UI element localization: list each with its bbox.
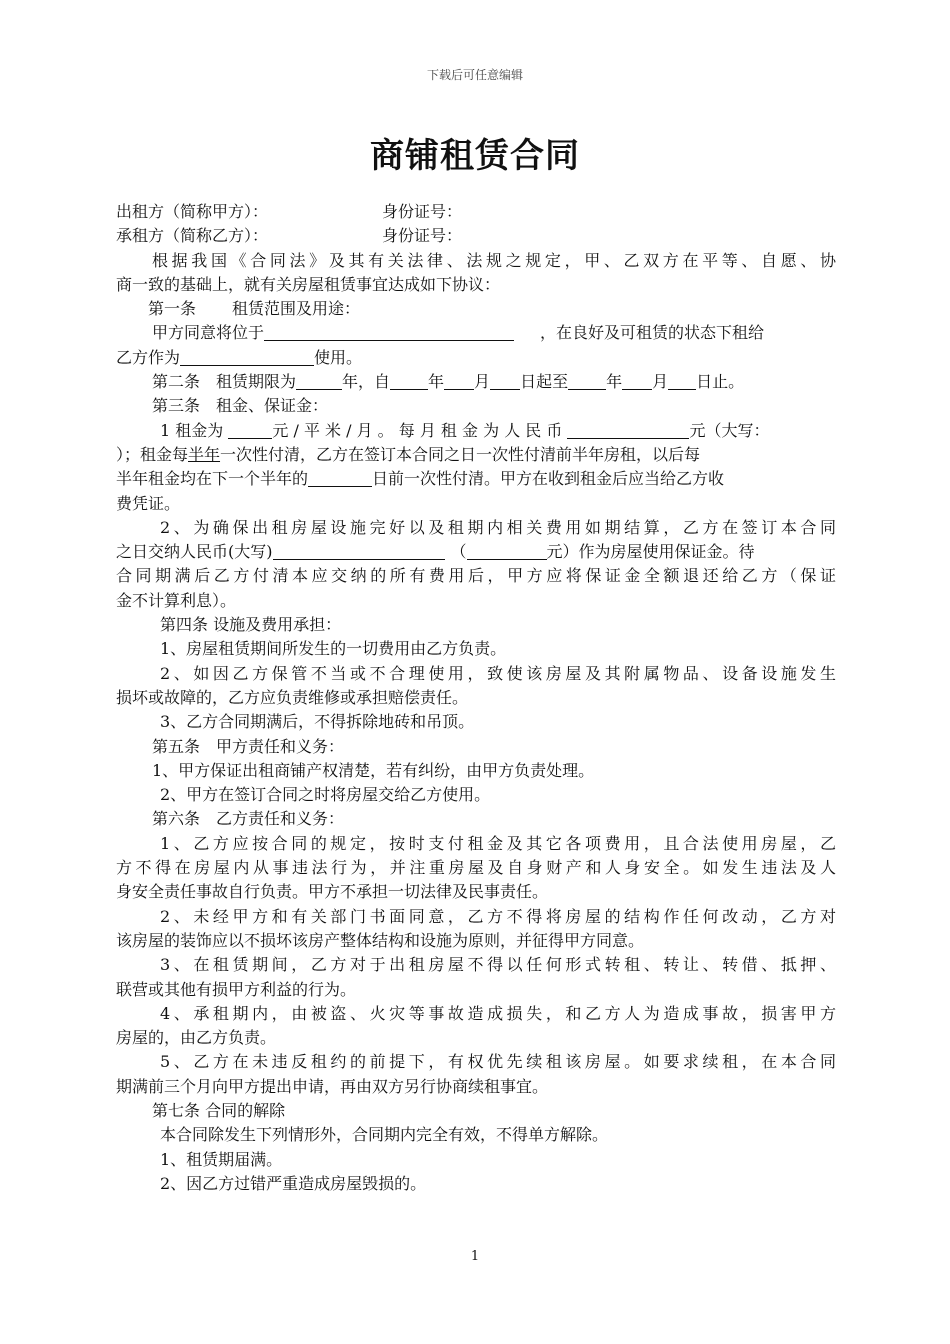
article-6-line: 身安全责任事故自行负责。甲方不承担一切法律及民事责任。 [116, 882, 549, 902]
lessor-line [116, 200, 836, 224]
article-6-line: 2、未经甲方和有关部门书面同意，乙方不得将房屋的结构作任何改动，乙方对 [160, 906, 836, 926]
article-1-heading: 第一条 租赁范围及用途： [148, 299, 361, 319]
page-number: 1 [470, 1249, 480, 1264]
article-4-line: 3、乙方合同期满后，不得拆除地砖和吊顶。 [160, 712, 475, 732]
article-3-line: 合同期满后乙方付清本应交纳的所有费用后，甲方应将保证金全额退还给乙方（保证 [116, 566, 836, 586]
article-4-line: 1、房屋租赁期间所发生的一切费用由乙方负责。 [160, 639, 507, 659]
lessee-label: 承租方（简称乙方）： [116, 226, 269, 246]
article-6-line: 5、乙方在未违反租约的前提下，有权优先续租该房屋。如要求续租，在本合同 [160, 1052, 836, 1072]
article-3-line: 费凭证。 [116, 493, 181, 513]
usage-blank [180, 348, 314, 366]
article-6-line: 该房屋的装饰应以不损坏该房产整体结构和设施为原则，并征得甲方同意。 [116, 930, 645, 950]
article-3-line: 2、为确保出租房屋设施完好以及租期内相关费用如期结算，乙方在签订本合同 [160, 517, 836, 537]
article-3-line: 半年租金均在下一个半年的 日前一次性付清。甲方在收到租金后应当给乙方收 [116, 469, 725, 489]
article-4-line: 2、如因乙方保管不当或不合理使用，致使该房屋及其附属物品、设备设施发生 [160, 663, 836, 683]
header-note: 下载后可任意编辑 [426, 68, 523, 82]
lessor-label: 出租方（简称甲方）： [116, 202, 269, 221]
article-1-line: 甲方同意将位于 ，在良好及可租赁的状态下租给 [152, 323, 765, 343]
article-7-heading: 第七条 合同的解除 [152, 1100, 286, 1120]
article-6-line: 1、乙方应按合同的规定，按时支付租金及其它各项费用，且合法使用房屋，乙 [160, 833, 836, 853]
article-5-line: 2、甲方在签订合同之时将房屋交给乙方使用。 [160, 785, 491, 805]
lessee-line [116, 224, 836, 248]
article-5-line: 1、甲方保证出租商铺产权清楚，若有纠纷，由甲方负责处理。 [152, 760, 595, 780]
article-4-line: 损坏或故障的，乙方应负责维修或承担赔偿责任。 [116, 687, 469, 707]
lessee-id-label: 身份证号： [382, 226, 463, 246]
lessor-id-label: 身份证号： [382, 202, 463, 221]
article-3-heading: 第三条 租金、保证金： [152, 396, 329, 416]
article-3-line: 1 租金为 元 / 平 米 / 月 。 每 月 租 金 为 人 民 币 元（大写： [160, 420, 770, 440]
article-3-line: ）；租金每半年一次性付清，乙方在签订本合同之日一次性付清前半年房租，以后每 [116, 444, 701, 464]
intro-line: 商一致的基础上，就有关房屋租赁事宜达成如下协议： [116, 274, 501, 294]
article-1-line: 乙方作为 使用。 [116, 347, 363, 367]
article-2-line: 第二条 租赁期限为 年，自 年 月 日起至 年 月 日止。 [152, 372, 745, 392]
article-6-line: 方不得在房屋内从事违法行为，并注重房屋及自身财产和人身安全。如发生违法及人 [116, 858, 836, 878]
article-3-line: 金不计算利息）。 [116, 590, 237, 610]
article-6-line: 3、在租赁期间，乙方对于出租房屋不得以任何形式转租、转让、转借、抵押、 [160, 955, 836, 975]
article-6-line: 期满前三个月向甲方提出申请，再由双方另行协商续租事宜。 [116, 1076, 549, 1096]
article-6-line: 联营或其他有损甲方利益的行为。 [116, 979, 357, 999]
article-5-heading: 第五条 甲方责任和义务： [152, 736, 345, 756]
article-7-line: 1、租赁期届满。 [160, 1149, 283, 1169]
article-6-line: 房屋的，由乙方负责。 [116, 1028, 277, 1048]
article-3-line: 之日交纳人民币(大写) （ 元）作为房屋使用保证金。待 [116, 542, 755, 562]
article-4-heading: 第四条 设施及费用承担： [160, 615, 342, 635]
article-7-line: 本合同除发生下列情形外，合同期内完全有效，不得单方解除。 [160, 1125, 609, 1145]
contract-body [116, 200, 836, 1196]
article-7-line: 2、因乙方过错严重造成房屋毁损的。 [160, 1173, 427, 1193]
location-blank [264, 323, 514, 341]
document-title: 商铺租赁合同 [370, 136, 580, 176]
article-6-heading: 第六条 乙方责任和义务： [152, 809, 345, 829]
article-6-line: 4、承租期内，由被盗、火灾等事故造成损失，和乙方人为造成事故，损害甲方 [160, 1003, 836, 1023]
intro-line: 根据我国《合同法》及其有关法律、法规之规定，甲、乙双方在平等、自愿、协 [152, 250, 836, 270]
